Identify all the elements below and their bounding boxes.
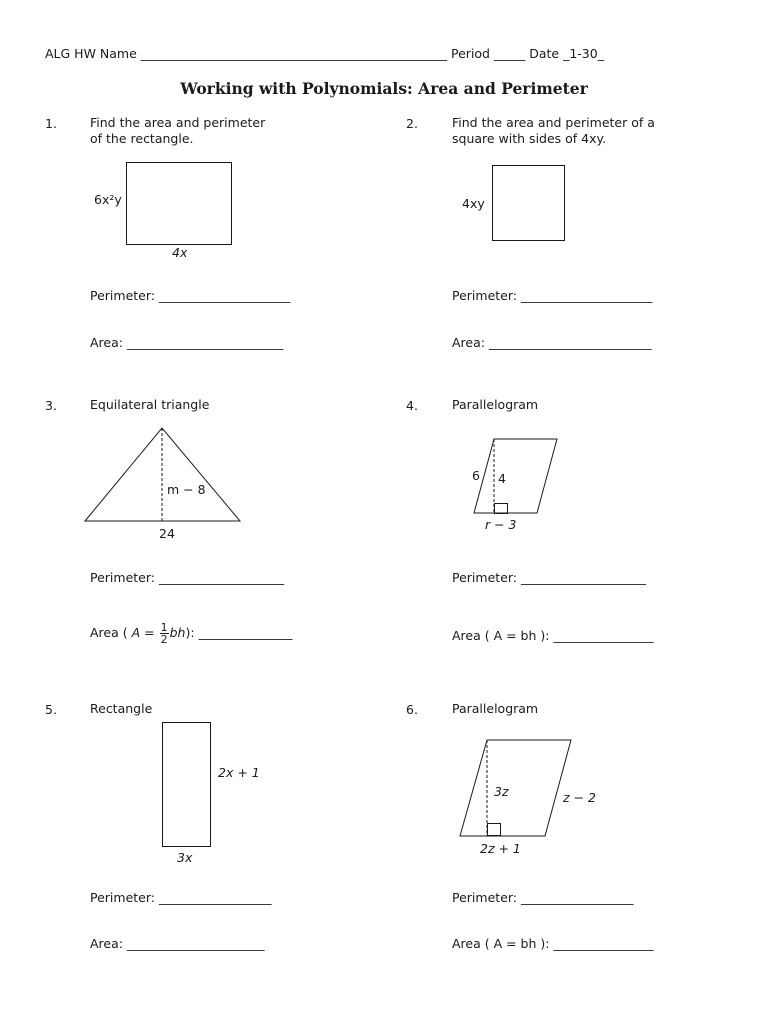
problem-2-side-label: 4xy xyxy=(462,196,485,211)
perimeter-label: Perimeter: xyxy=(452,890,517,905)
perimeter-answer-blank[interactable]: _____________________ xyxy=(520,288,653,303)
period-label: Period xyxy=(451,46,490,61)
problem-4-height-label: 4 xyxy=(498,471,506,486)
problem-3-area xyxy=(90,622,292,645)
problem-4-base-label: r − 3 xyxy=(485,517,517,532)
rectangle-figure-5 xyxy=(163,723,211,847)
problem-5-perimeter xyxy=(90,890,271,905)
right-angle-marker-6 xyxy=(488,824,501,836)
date-label: Date xyxy=(529,46,560,61)
area-label-prefix: Area ( xyxy=(90,625,128,640)
perimeter-label: Perimeter: xyxy=(90,570,155,585)
problem-4-number: 4. xyxy=(406,398,418,413)
problem-6-prompt: Parallelogram xyxy=(452,701,539,716)
perimeter-answer-blank[interactable]: __________________ xyxy=(520,890,634,905)
problem-4-perimeter xyxy=(452,570,646,585)
area-formula-var: A xyxy=(131,625,141,640)
problem-6-area xyxy=(452,936,653,951)
problem-2-perimeter xyxy=(452,288,652,303)
problem-2-prompt xyxy=(452,115,655,147)
problem-1-prompt xyxy=(90,115,265,147)
area-label: Area ( A = bh ): xyxy=(452,936,550,951)
rectangle-figure-1 xyxy=(127,163,232,245)
problem-2-prompt-line2: square with sides of 4xy. xyxy=(452,131,607,146)
perimeter-answer-blank[interactable]: ____________________ xyxy=(520,570,646,585)
perimeter-label: Perimeter: xyxy=(90,890,155,905)
date-value: _1-30_ xyxy=(563,46,604,61)
area-answer-blank[interactable]: ______________________ xyxy=(126,936,265,951)
parallelogram-figure-6 xyxy=(460,740,571,836)
period-blank[interactable]: _____ xyxy=(493,46,526,61)
problem-1-perimeter xyxy=(90,288,290,303)
problem-5-number: 5. xyxy=(45,702,57,717)
area-label: Area: xyxy=(452,335,485,350)
perimeter-label: Perimeter: xyxy=(90,288,155,303)
area-label-suffix: ): xyxy=(185,625,195,640)
problem-3-perimeter xyxy=(90,570,284,585)
worksheet-title: Working with Polynomials: Area and Perimeter xyxy=(180,79,588,98)
right-angle-marker-4 xyxy=(495,504,508,514)
problem-2-prompt-line1: Find the area and perimeter of a xyxy=(452,115,655,130)
perimeter-answer-blank[interactable]: __________________ xyxy=(158,890,272,905)
problem-1-area xyxy=(90,335,283,350)
parallelogram-figure-4 xyxy=(474,439,557,513)
area-answer-blank[interactable]: ________________ xyxy=(553,628,654,643)
area-label: Area: xyxy=(90,936,123,951)
area-formula-rest: bh xyxy=(169,625,186,640)
problem-6-perimeter xyxy=(452,890,633,905)
problem-2-area xyxy=(452,335,651,350)
area-label: Area ( A = bh ): xyxy=(452,628,550,643)
problem-3-base-label: 24 xyxy=(159,526,175,541)
perimeter-label: Perimeter: xyxy=(452,288,517,303)
problem-3-number: 3. xyxy=(45,398,57,413)
problem-3-height-label: m − 8 xyxy=(167,482,206,497)
perimeter-answer-blank[interactable]: ____________________ xyxy=(158,570,284,585)
area-answer-blank[interactable]: __________________________ xyxy=(488,335,652,350)
problem-5-prompt: Rectangle xyxy=(90,701,153,716)
problem-2-number: 2. xyxy=(406,116,418,131)
problem-4-prompt: Parallelogram xyxy=(452,397,539,412)
perimeter-label: Perimeter: xyxy=(452,570,517,585)
problem-5-bottom-label: 3x xyxy=(177,850,193,865)
square-figure-2 xyxy=(493,166,565,241)
class-label: ALG HW Name xyxy=(45,46,137,61)
perimeter-answer-blank[interactable]: _____________________ xyxy=(158,288,291,303)
problem-6-side-label: z − 2 xyxy=(563,790,596,805)
area-formula-eq: = xyxy=(144,625,155,640)
problem-6-number: 6. xyxy=(406,702,418,717)
area-answer-blank[interactable]: _________________________ xyxy=(126,335,284,350)
problem-1-bottom-label: 4x xyxy=(172,245,188,260)
fraction-numerator: 1 xyxy=(160,621,168,634)
one-half-fraction xyxy=(160,622,169,645)
fraction-denominator: 2 xyxy=(160,633,168,646)
problem-4-side-label: 6 xyxy=(472,468,480,483)
area-answer-blank[interactable]: _______________ xyxy=(198,625,293,640)
problem-1-prompt-line2: of the rectangle. xyxy=(90,131,194,146)
problem-6-height-label: 3z xyxy=(494,784,509,799)
problem-1-side-label: 6x²y xyxy=(94,192,122,207)
problem-1-prompt-line1: Find the area and perimeter xyxy=(90,115,266,130)
problem-5-area xyxy=(90,936,264,951)
problem-4-area xyxy=(452,628,653,643)
problem-6-base-label: 2z + 1 xyxy=(480,841,521,856)
problem-3-prompt: Equilateral triangle xyxy=(90,397,210,412)
problem-1-number: 1. xyxy=(45,116,57,131)
area-answer-blank[interactable]: ________________ xyxy=(553,936,654,951)
problem-5-side-label: 2x + 1 xyxy=(218,765,260,780)
area-label: Area: xyxy=(90,335,123,350)
name-blank[interactable]: _________________________________________________ xyxy=(140,46,448,61)
